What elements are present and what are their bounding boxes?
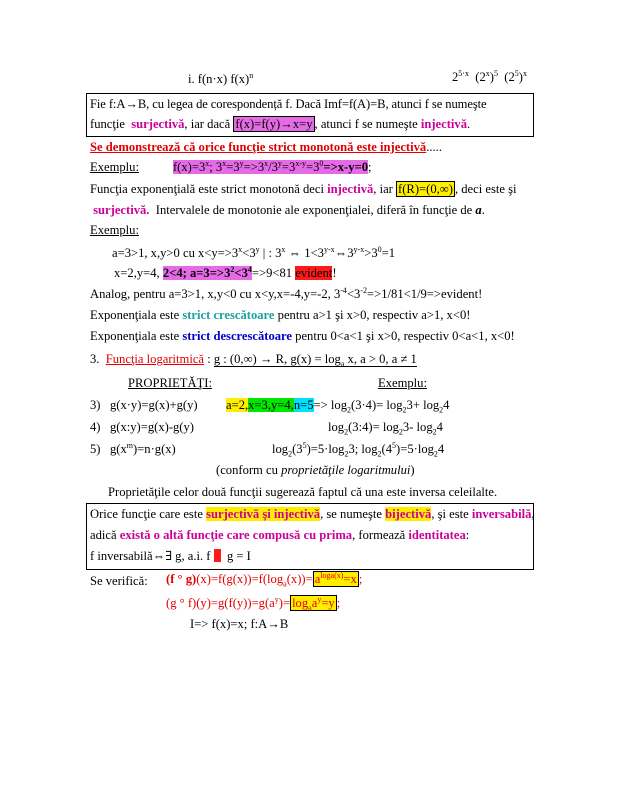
- verify-line-1: (f ° $g)(x)=f(g(x))=f(\log_a(x))= a^{loga(x)}=x$ ;: [166, 570, 363, 589]
- examples-heading: Exemplu:: [378, 376, 427, 390]
- analog-line: Analog, pentru a=3>1, x,y<0 cu x<y,x=-4,y=-2, $3^{-4}<3^{-2}=>1/81<1/9=>evident$!: [90, 285, 483, 301]
- example-2-label: Exemplu:: [90, 223, 139, 237]
- verify-line-3: I=> f(x)=x; f:A→B: [190, 617, 289, 631]
- increasing-line: Exponenţiala este strict crescătoare pentru a>1 şi x>0, respectiv a>1, x<0!: [90, 308, 471, 322]
- properties-heading: PROPRIETĂŢI:: [128, 376, 212, 390]
- verify-label: Se verifică:: [90, 574, 148, 588]
- compose-marker: [214, 549, 221, 562]
- property-5: 5) $g(x^m)=n\cdot g(x)$: [90, 440, 176, 456]
- para-monotonic: Funcţia exponenţială este strict monotonă deci injectivă, iar f(R)=(0,∞) , deci este şi: [90, 182, 517, 196]
- property-4: 4) g(x:y)=g(x)-g(y): [90, 420, 194, 434]
- inverse-line-1: Orice funcţie care este surjectivă şi injectivă, se numeşte bijectivă, şi este inversabilă,: [90, 507, 535, 521]
- section-3-heading: 3. Funcţia logaritmică : g : (0,∞) → R, $g(x) = \log_a x$, a > 0, a ≠ 1: [90, 352, 417, 369]
- para-intervals: surjectivă. Intervalele de monotonie ale exponenţialei, diferă în funcţie de a.: [93, 203, 485, 217]
- inverse-line-3: f inversabilă⇔∃ g, a.i. f g = I: [90, 549, 251, 563]
- demo-statement: Se demonstrează că orice funcţie strict monotonă este injectivă.....: [90, 140, 442, 154]
- decreasing-line: Exponenţiala este strict descrescătoare pentru 0<a<1 şi x>0, respectiv 0<a<1, x<0!: [90, 329, 515, 343]
- definition-line-2: funcţie surjectivă, iar dacă f(x)=f(y)→x=y , atunci f se numeşte injectivă.: [90, 117, 471, 131]
- definition-line-1: Fie f:A→B, cu legea de corespondență f. Dacă Imf=f(A)=B, atunci f se numeşte: [90, 97, 487, 111]
- property-3: 3) g(x·y)=g(x)+g(y): [90, 398, 198, 412]
- property-3-example: $a=2,x=3,y=4,n=5=> \log_2(3\cdot 4)= \log_23+ \log_24$: [226, 398, 450, 415]
- header-item: i. f(n·x) $f(x)^n$: [188, 70, 254, 86]
- inverse-suggestion: Proprietăţile celor două funcţii sugerează faptul că una este inversa celeilalte.: [108, 485, 498, 499]
- conform-note: (conform cu proprietăţile logaritmului): [216, 463, 415, 477]
- example-1: Exemplu: $f(x)=3^x$; $3^x=3^y=>3^x/3^y=3^{x-y}=3^0=>x-y=0$;: [90, 158, 372, 174]
- property-5-example: $\log_2(3^5)=5\cdot\log_23$; $\log_2(4^5)=5\cdot\log_24$: [272, 440, 445, 459]
- example-2-line-1: a=3>1, x,y>0 cu $x<y=>3^x<3^y$ | : 3$^x$ ⇔ $1<3^{y-x}\Leftrightarrow 3^{y-x}>3^0=1$: [112, 244, 396, 260]
- property-4-example: $\log_2(3:4)= \log_23-$ $\log_24$: [328, 420, 443, 437]
- example-2-line-2: x=2,y=4, 2<4; $a=3=>3^2<3^4=>9<81$ evident!: [114, 264, 337, 280]
- verify-line-2: (g ° $f)(y)=g(f(y))=g(a^y)= \log_aa^y=y$ ;: [166, 594, 341, 613]
- header-powers: $2^{5\cdot x}$ $(2^x)^5$ $(2^5)^x$: [452, 68, 527, 84]
- inverse-line-2: adică există o altă funcţie care compusă cu prima, formează identitatea:: [90, 528, 470, 542]
